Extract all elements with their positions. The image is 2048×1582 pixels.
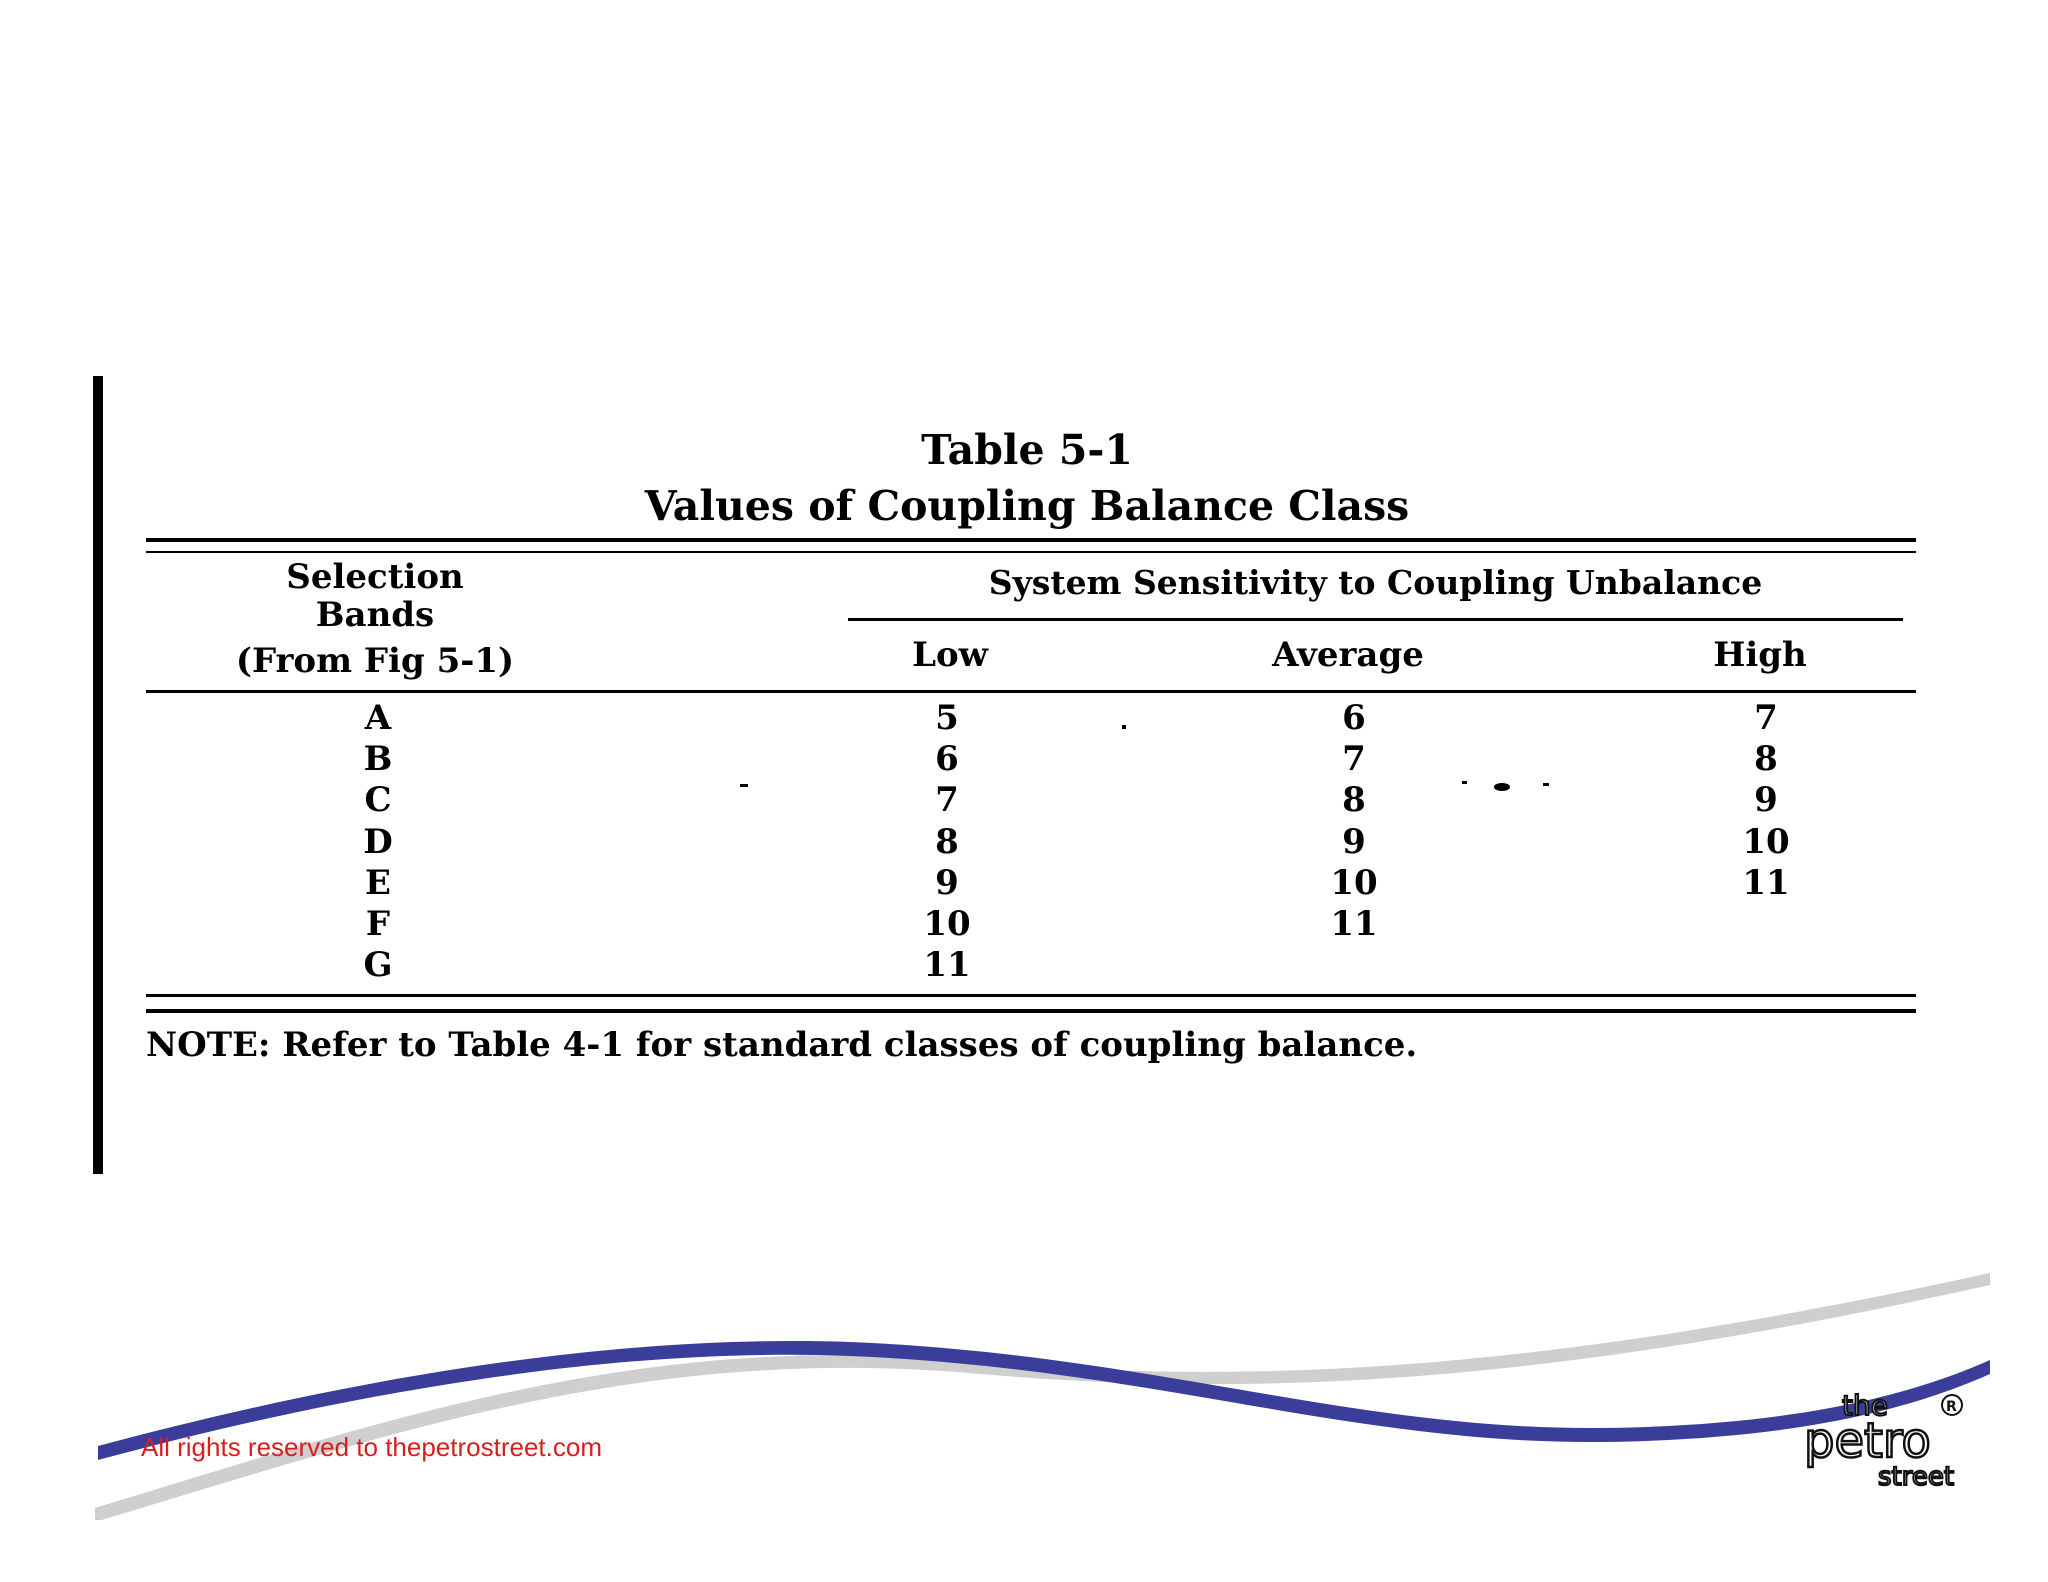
low-cell: 10 xyxy=(923,903,971,944)
bottom-rule-thin xyxy=(146,994,1916,997)
low-cell: 9 xyxy=(935,862,959,903)
table-row xyxy=(146,739,1916,780)
table-row xyxy=(146,904,1916,945)
high-cell: 11 xyxy=(1742,862,1790,903)
petro-logo-icon xyxy=(1800,1385,1970,1490)
selection-header-line-3: (From Fig 5-1) xyxy=(235,641,515,681)
bottom-rule-thick xyxy=(146,1009,1916,1013)
band-cell: A xyxy=(364,698,392,738)
left-border-bar xyxy=(93,376,103,1174)
low-cell: 11 xyxy=(923,945,971,986)
table-body xyxy=(146,698,1916,986)
selection-header-line-1: Selection xyxy=(286,557,464,597)
column-header-low: Low xyxy=(912,635,988,675)
band-cell: B xyxy=(363,739,393,780)
column-header-average: Average xyxy=(1272,635,1424,675)
table-title xyxy=(508,422,1546,534)
top-rule-thin xyxy=(146,551,1916,553)
table-row xyxy=(146,780,1916,821)
selection-bands-header xyxy=(210,558,540,680)
logo-street: street xyxy=(1878,1462,1955,1490)
top-rule-thick xyxy=(146,538,1916,542)
average-cell: 11 xyxy=(1330,903,1378,944)
band-cell: G xyxy=(363,945,393,986)
table-row xyxy=(146,945,1916,986)
logo-petro: petro xyxy=(1804,1413,1931,1469)
table-row xyxy=(146,822,1916,863)
sensitivity-group-header: System Sensitivity to Coupling Unbalance xyxy=(988,563,1763,602)
low-cell: 8 xyxy=(935,821,959,862)
column-header-high: High xyxy=(1713,635,1807,675)
high-cell: 8 xyxy=(1754,739,1778,780)
table-note: NOTE: Refer to Table 4-1 for standard classes of coupling balance. xyxy=(146,1025,1418,1065)
average-cell: 9 xyxy=(1342,821,1366,862)
average-cell: 6 xyxy=(1342,698,1366,738)
low-cell: 7 xyxy=(935,780,959,821)
low-cell: 5 xyxy=(935,698,959,738)
high-cell: 10 xyxy=(1742,821,1790,862)
petrostreet-logo xyxy=(1800,1385,1970,1490)
copyright-text: All rights reserved to thepetrostreet.com xyxy=(141,1432,602,1462)
high-cell: 9 xyxy=(1754,780,1778,821)
logo-the: the xyxy=(1842,1389,1888,1422)
high-cell: 7 xyxy=(1754,698,1778,738)
table-row xyxy=(146,698,1916,739)
average-cell: 7 xyxy=(1342,739,1366,780)
band-cell: F xyxy=(365,903,391,944)
group-header-rule xyxy=(848,618,1903,621)
logo-registered: R xyxy=(1946,1399,1957,1415)
table-caption: Values of Coupling Balance Class xyxy=(644,482,1410,530)
average-cell: 8 xyxy=(1342,780,1366,821)
header-bottom-rule xyxy=(146,690,1916,693)
table-row xyxy=(146,863,1916,904)
band-cell: E xyxy=(365,862,391,903)
low-cell: 6 xyxy=(935,739,959,780)
decorative-wave xyxy=(0,1240,2048,1520)
average-cell: 10 xyxy=(1330,862,1378,903)
band-cell: C xyxy=(364,780,392,821)
band-cell: D xyxy=(363,821,393,862)
selection-header-line-2: Bands xyxy=(315,595,435,635)
table-number: Table 5-1 xyxy=(921,426,1133,474)
